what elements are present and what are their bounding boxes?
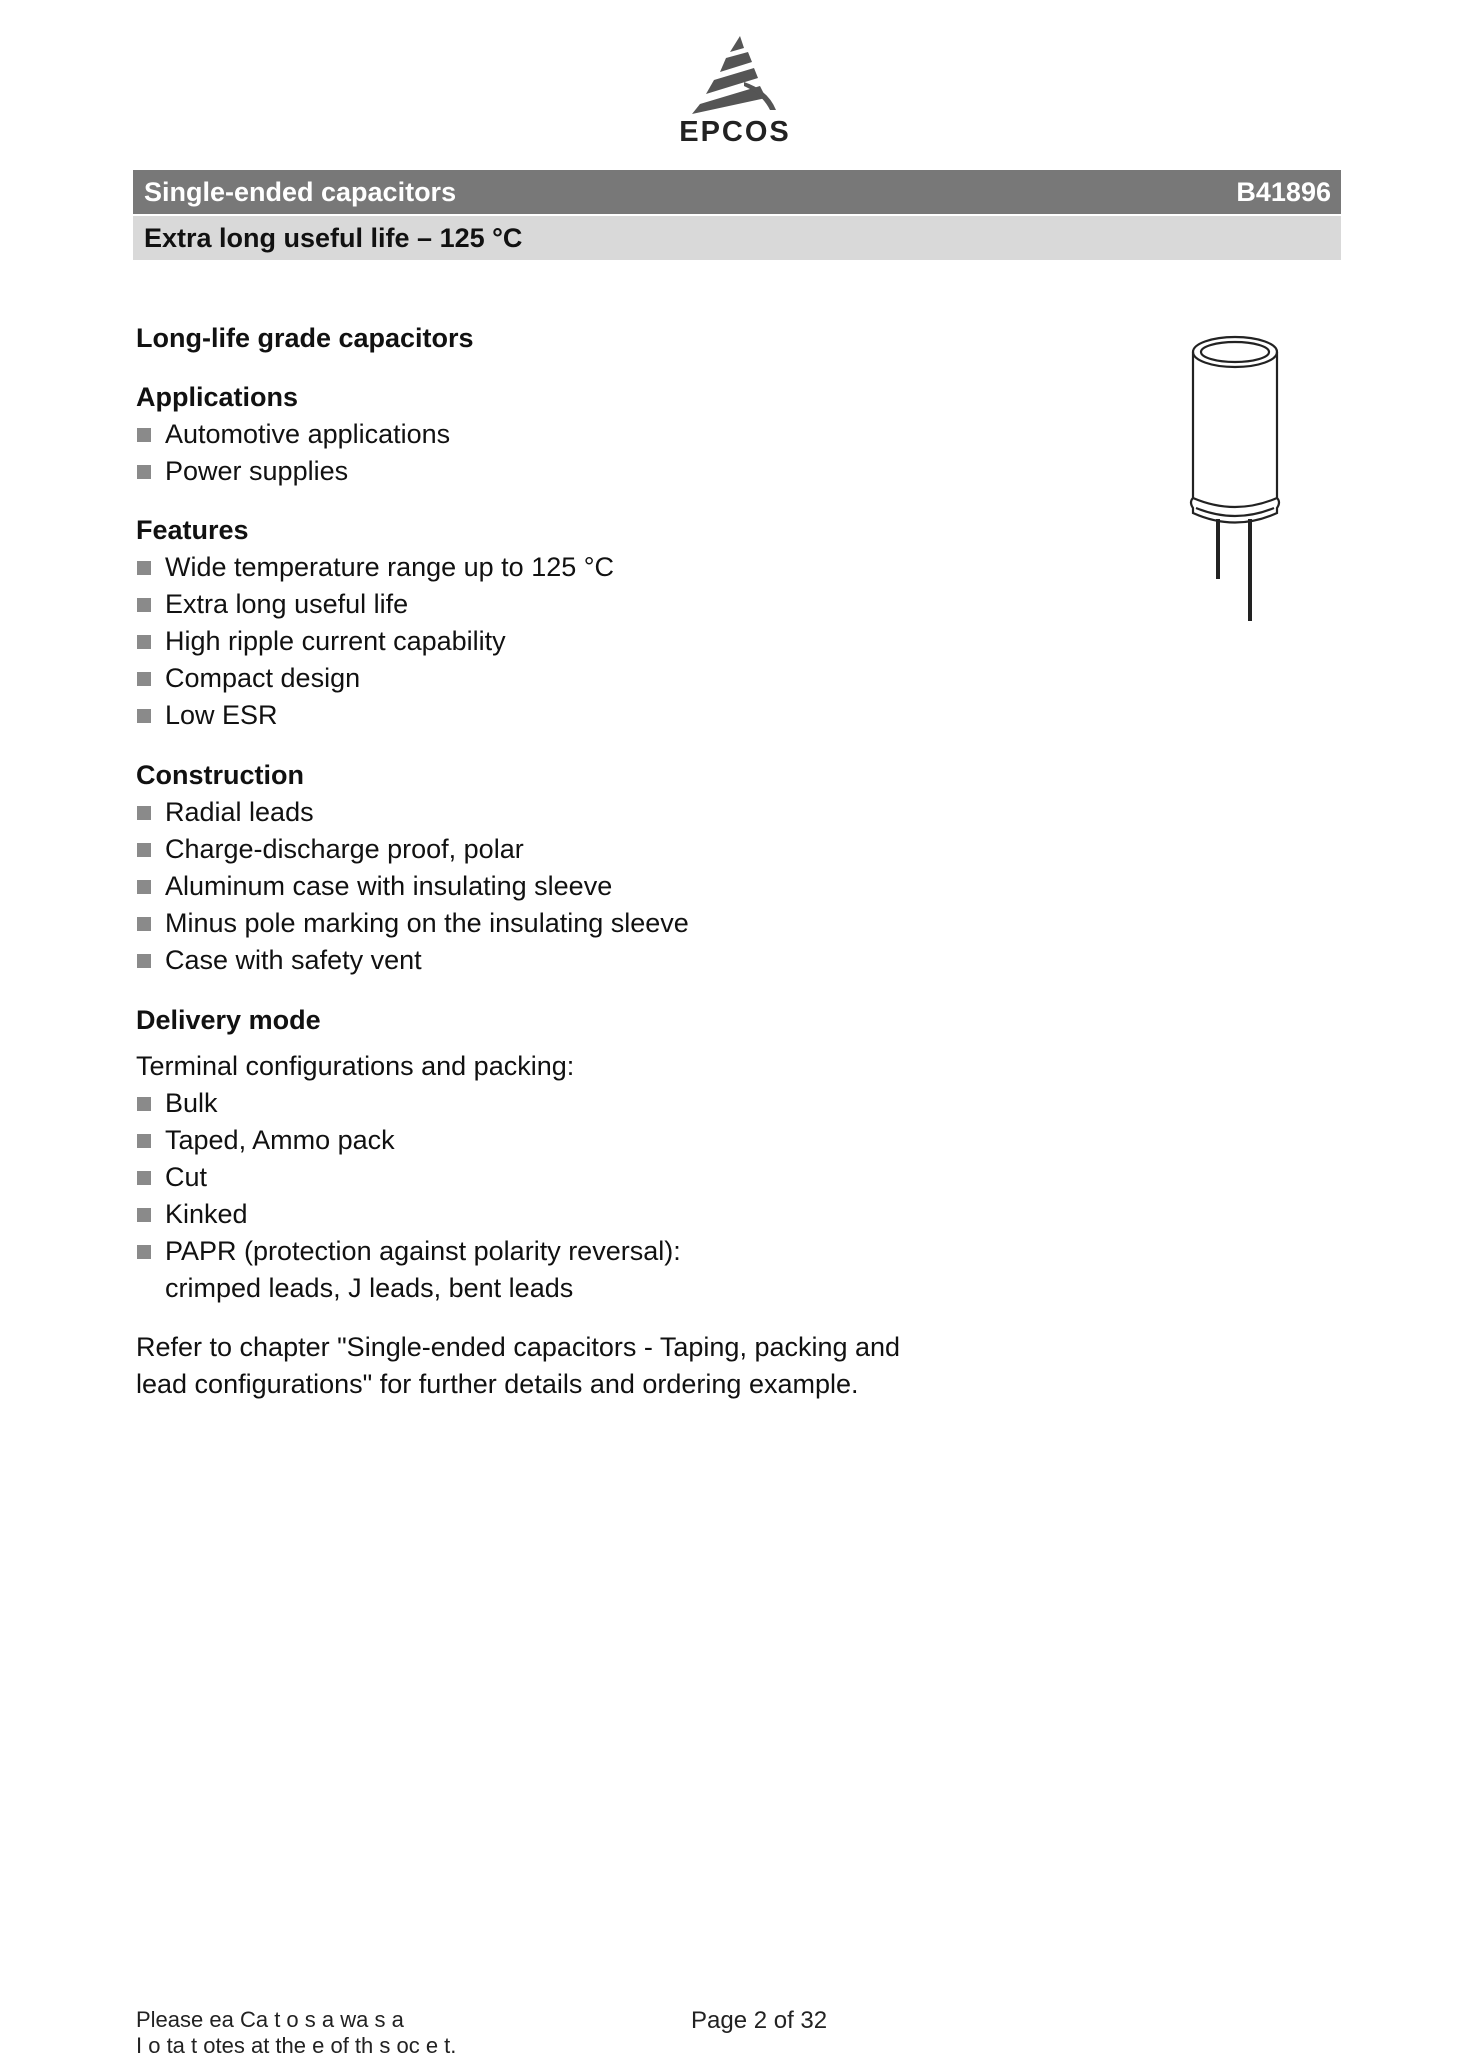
header-title: Single-ended capacitors — [144, 177, 457, 207]
product-code: B41896 — [1236, 177, 1331, 207]
epcos-logo-text: EPCOS — [679, 116, 791, 148]
subheader-title: Extra long useful life – 125 °C — [144, 223, 523, 253]
bullet-icon — [137, 954, 151, 968]
features-heading: Features — [136, 515, 249, 545]
bullet-icon — [137, 465, 151, 479]
subheader-bar — [133, 216, 1341, 260]
intro-heading: Long-life grade capacitors — [136, 323, 474, 353]
delivery-intro: Terminal configurations and packing: — [136, 1051, 575, 1081]
bullet-icon — [137, 917, 151, 931]
applications-heading: Applications — [136, 382, 299, 412]
bullet-icon — [137, 428, 151, 442]
delivery-heading: Delivery mode — [136, 1005, 321, 1035]
epcos-logo — [670, 34, 800, 146]
footer-note-line1: Please ea Ca t o s a wa s a — [136, 2007, 404, 2032]
bullet-icon — [137, 806, 151, 820]
bullet-icon — [137, 709, 151, 723]
bullet-icon — [137, 1134, 151, 1148]
bullet-icon — [137, 561, 151, 575]
bullet-icon — [137, 1208, 151, 1222]
radial-capacitor-illustration-icon — [1180, 330, 1290, 630]
bullet-icon — [137, 1097, 151, 1111]
bullet-icon — [137, 843, 151, 857]
footer-note-line2: I o ta t otes at the e of th s oc e t. — [136, 2033, 457, 2058]
bullet-icon — [137, 1171, 151, 1185]
epcos-triangle-logo-icon — [688, 34, 782, 116]
bullet-icon — [137, 672, 151, 686]
page-number: Page 2 of 32 — [691, 2007, 828, 2034]
header-bar — [133, 170, 1341, 214]
bullet-icon — [137, 880, 151, 894]
bullet-icon — [137, 598, 151, 612]
footer-note — [136, 2007, 456, 2059]
construction-heading: Construction — [136, 760, 304, 790]
refer-paragraph-line1: Refer to chapter "Single-ended capacitors - Taping, packing and — [136, 1332, 901, 1362]
refer-paragraph-line2: lead configurations" for further details and ordering example. — [136, 1369, 859, 1399]
bullet-icon — [137, 1245, 151, 1259]
bullet-icon — [137, 635, 151, 649]
